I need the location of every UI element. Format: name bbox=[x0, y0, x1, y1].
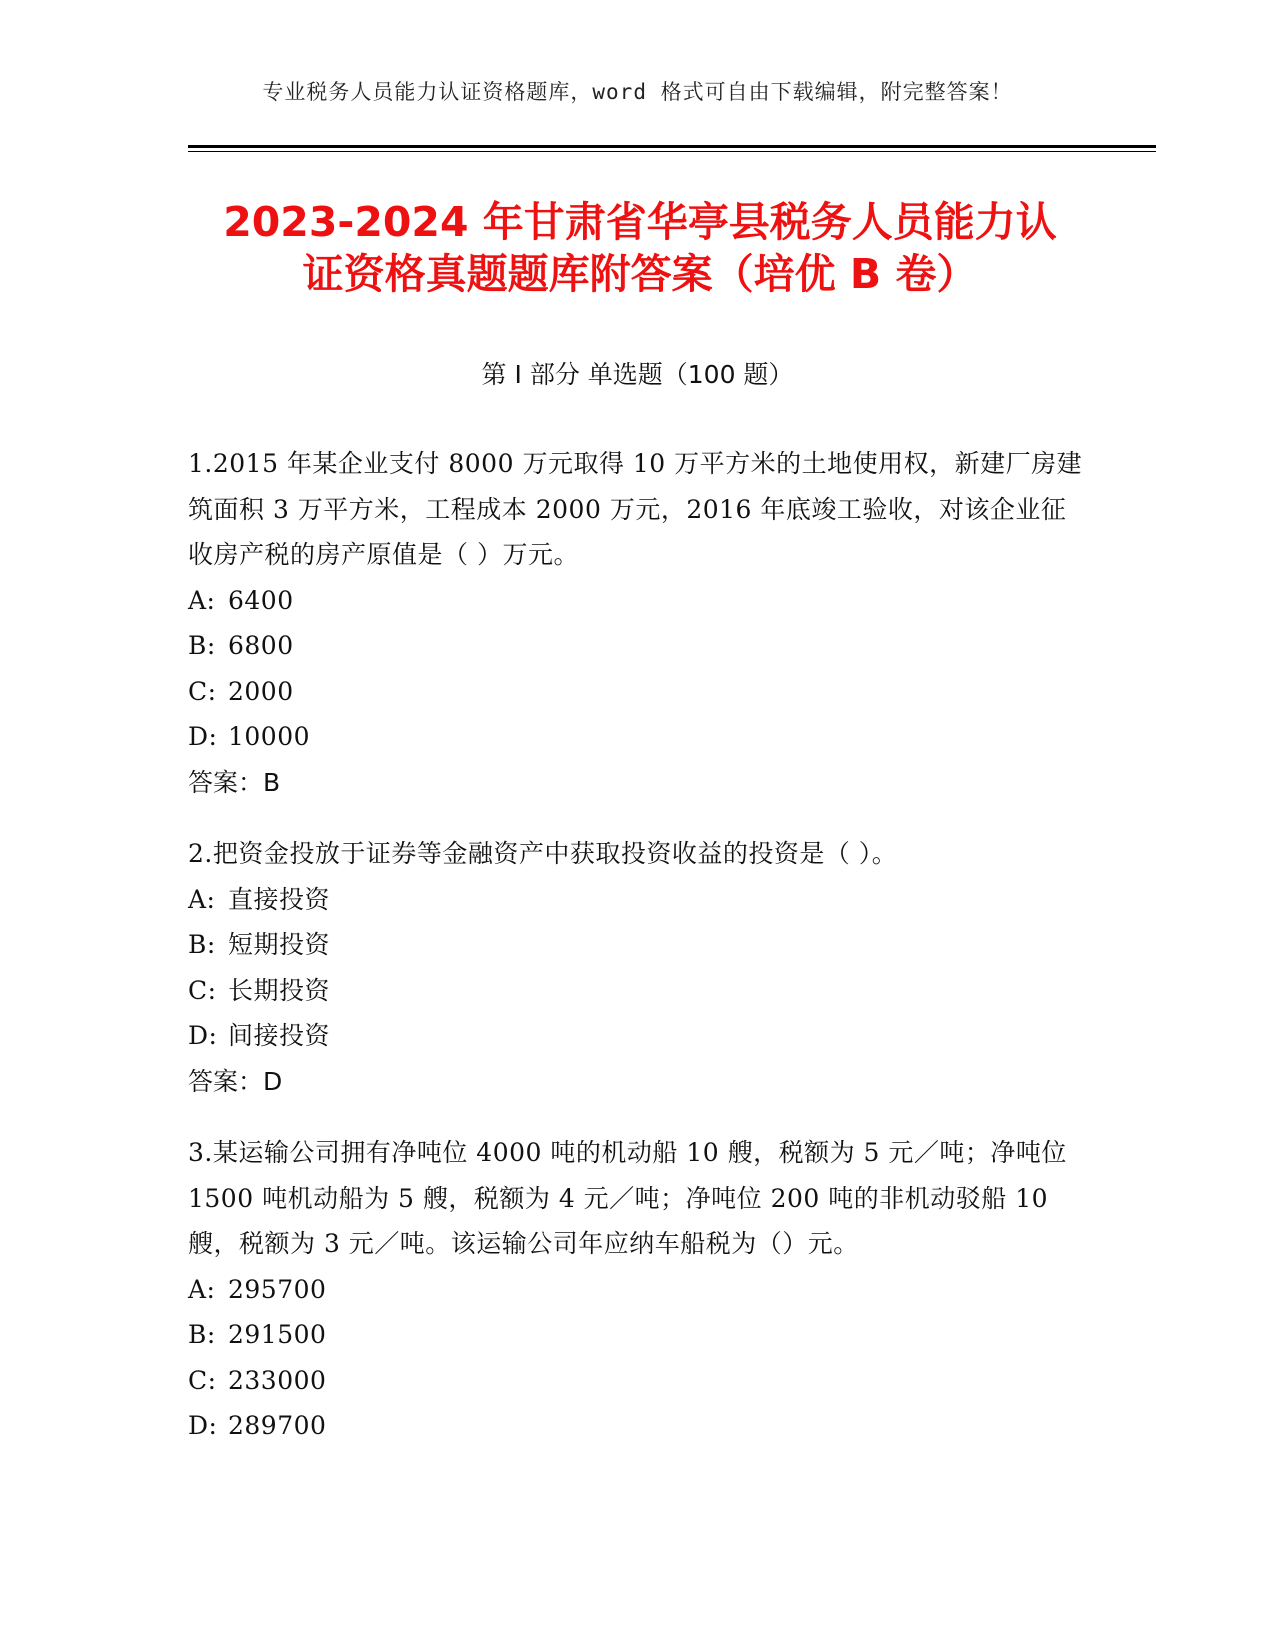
option-d bbox=[188, 714, 1088, 760]
option-b bbox=[188, 922, 1088, 968]
option-text: 长期投资 bbox=[228, 975, 331, 1005]
option-text: 6800 bbox=[228, 631, 294, 660]
document-title bbox=[190, 196, 1090, 300]
option-text: 233000 bbox=[228, 1365, 327, 1395]
option-letter: A: bbox=[188, 884, 216, 914]
question-stem: 2.把资金投放于证券等金融资产中获取投资收益的投资是（ ）。 bbox=[188, 839, 898, 868]
option-c bbox=[188, 1358, 1088, 1404]
option-text: 短期投资 bbox=[228, 930, 331, 959]
section-title: 第 I 部分 单选题（100 题） bbox=[481, 360, 794, 389]
option-letter: A: bbox=[188, 585, 216, 615]
option-letter: C: bbox=[188, 975, 217, 1005]
option-letter: C: bbox=[188, 1365, 217, 1395]
option-text: 295700 bbox=[228, 1274, 327, 1304]
option-letter: B: bbox=[188, 1320, 216, 1349]
option-a bbox=[188, 1267, 1088, 1313]
question-stem: 1.2015 年某企业支付 8000 万元取得 10 万平方米的土地使用权，新建厂房建筑面积 3 万平方米，工程成本 2000 万元，2016 年底竣工验收，对该企业征收房产税的房产原值是（ ）万元。 bbox=[188, 449, 1083, 569]
option-d bbox=[188, 1403, 1088, 1449]
option-text: 间接投资 bbox=[228, 1021, 331, 1050]
header-divider-thick bbox=[188, 145, 1156, 148]
option-letter: C: bbox=[188, 676, 217, 706]
question-3 bbox=[188, 1130, 1088, 1449]
option-letter: D: bbox=[188, 1411, 218, 1440]
question-list bbox=[188, 441, 1088, 1475]
option-text: 289700 bbox=[228, 1411, 327, 1440]
option-letter: A: bbox=[188, 1274, 216, 1304]
option-text: 直接投资 bbox=[228, 884, 331, 914]
option-text: 6400 bbox=[228, 585, 294, 615]
document-title-line-1: 2023-2024 年甘肃省华亭县税务人员能力认 bbox=[223, 198, 1057, 246]
option-letter: B: bbox=[188, 930, 216, 959]
header-divider-thin bbox=[188, 151, 1156, 152]
document-title-line-2: 证资格真题题库附答案（培优 B 卷） bbox=[302, 250, 978, 298]
option-c bbox=[188, 669, 1088, 715]
option-letter: B: bbox=[188, 631, 216, 660]
option-b bbox=[188, 1312, 1088, 1358]
question-stem: 3.某运输公司拥有净吨位 4000 吨的机动船 10 艘，税额为 5 元／吨；净吨位 1500 吨机动船为 5 艘，税额为 4 元／吨；净吨位 200 吨的非机动驳船 10 艘，税额为 3 元／吨。该运输公司年应纳车船税为（）元。 bbox=[188, 1138, 1067, 1258]
option-a bbox=[188, 877, 1088, 923]
question-2 bbox=[188, 831, 1088, 1104]
answer-line: 答案：B bbox=[188, 767, 281, 797]
question-1 bbox=[188, 441, 1088, 805]
option-letter: D: bbox=[188, 722, 218, 751]
answer-line: 答案：D bbox=[188, 1066, 283, 1096]
option-d bbox=[188, 1013, 1088, 1059]
option-b bbox=[188, 623, 1088, 669]
option-a bbox=[188, 578, 1088, 624]
option-text: 291500 bbox=[228, 1320, 327, 1349]
option-text: 2000 bbox=[228, 676, 294, 706]
option-c bbox=[188, 968, 1088, 1014]
page-header-note: 专业税务人员能力认证资格题库，word 格式可自由下载编辑，附完整答案！ bbox=[262, 80, 1013, 104]
option-text: 10000 bbox=[228, 722, 311, 751]
option-letter: D: bbox=[188, 1021, 218, 1050]
